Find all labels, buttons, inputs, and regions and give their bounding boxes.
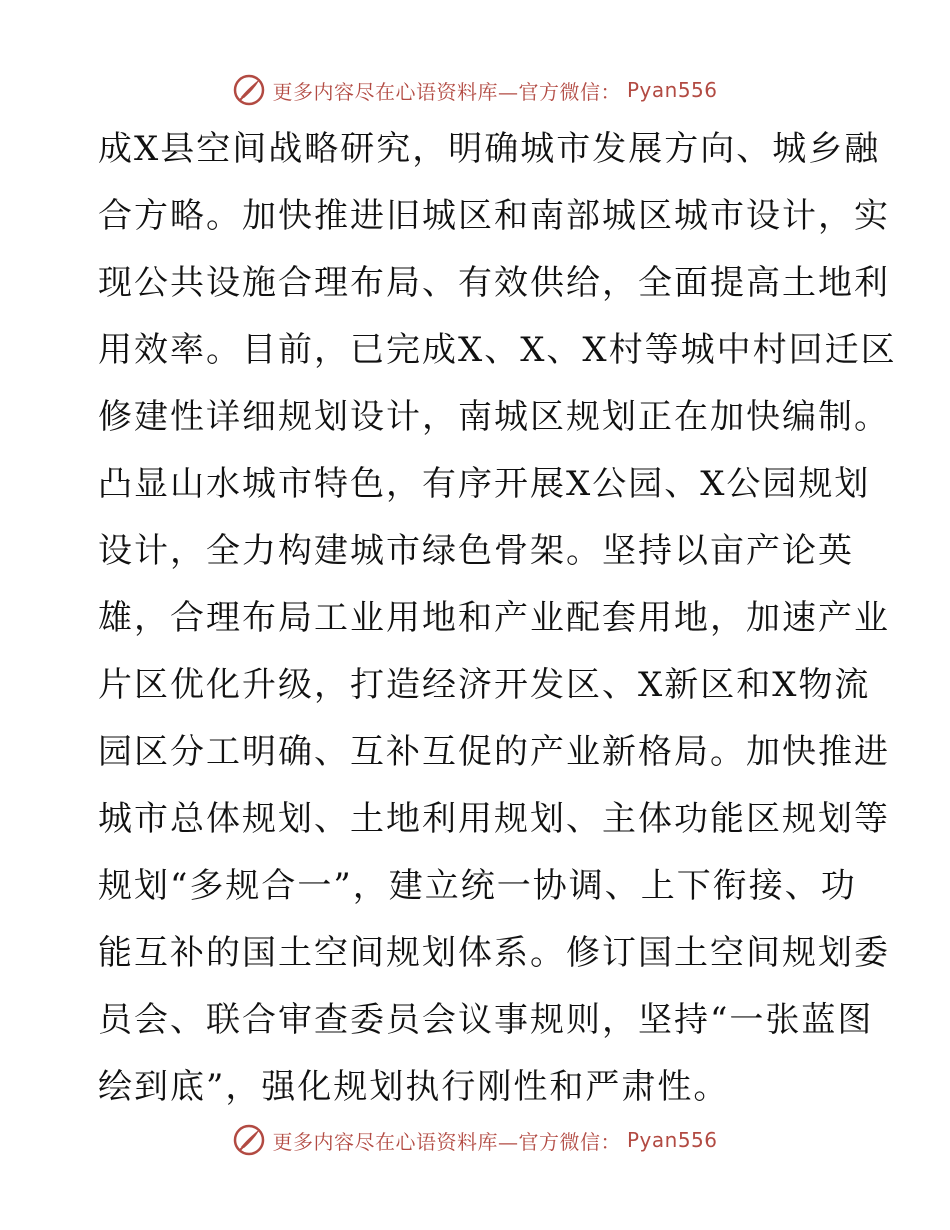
text-line: 设计，全力构建城市绿色骨架。坚持以亩产论英 xyxy=(98,531,854,571)
text-line: 用效率。目前，已完成X、X、X村等城中村回迁区 xyxy=(98,330,897,370)
text-line: 城市总体规划、土地利用规划、主体功能区规划等 xyxy=(98,799,890,839)
text-line: 绘到底”，强化规划执行刚性和严肃性。 xyxy=(98,1067,730,1107)
footer-watermark xyxy=(0,1120,950,1160)
text-line: 修建性详细规划设计，南城区规划正在加快编制。 xyxy=(98,397,890,437)
quill-logo-icon xyxy=(232,73,266,107)
text-line: 规划“多规合一”，建立统一协调、上下衔接、功 xyxy=(98,866,857,906)
watermark-wechat-id: Pyan556 xyxy=(626,1128,718,1152)
text-line: 雄，合理布局工业用地和产业配套用地，加速产业 xyxy=(98,598,890,638)
document-body xyxy=(98,116,897,1121)
text-line: 合方略。加快推进旧城区和南部城区城市设计，实 xyxy=(98,196,890,236)
text-line: 片区优化升级，打造经济开发区、X新区和X物流 xyxy=(98,665,871,705)
text-line: 凸显山水城市特色，有序开展X公园、X公园规划 xyxy=(98,464,871,504)
text-line: 能互补的国土空间规划体系。修订国土空间规划委 xyxy=(98,933,890,973)
watermark-text: 更多内容尽在心语资料库—官方微信： xyxy=(272,79,621,104)
watermark-wechat-id: Pyan556 xyxy=(626,78,718,102)
quill-logo-icon xyxy=(232,1123,266,1157)
watermark-text: 更多内容尽在心语资料库—官方微信： xyxy=(272,1129,621,1154)
text-line: 园区分工明确、互补互促的产业新格局。加快推进 xyxy=(98,732,890,772)
text-line: 现公共设施合理布局、有效供给，全面提高土地利 xyxy=(98,263,890,303)
text-line: 成X县空间战略研究，明确城市发展方向、城乡融 xyxy=(98,129,881,169)
header-watermark xyxy=(0,70,950,110)
text-line: 员会、联合审查委员会议事规则，坚持“一张蓝图 xyxy=(98,1000,874,1040)
